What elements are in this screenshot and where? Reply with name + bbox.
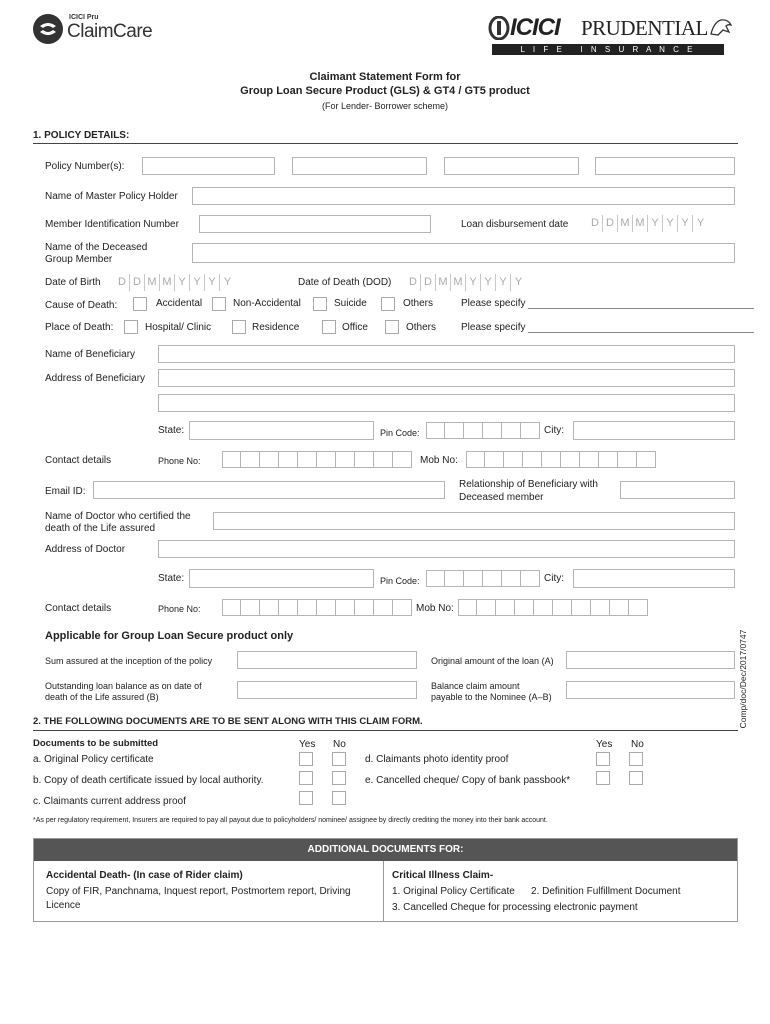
beneficiary-phone-label: Phone No: (158, 456, 201, 466)
place-residence-checkbox[interactable] (232, 320, 246, 334)
cause-specify-line[interactable] (528, 308, 754, 309)
cause-accidental-checkbox[interactable] (133, 297, 147, 311)
outstanding-field[interactable] (237, 681, 417, 699)
place-office-label: Office (342, 322, 368, 333)
doc-d-yes-checkbox[interactable] (596, 752, 610, 766)
deceased-name-field[interactable] (192, 243, 735, 263)
doc-d-label: d. Claimants photo identity proof (365, 754, 509, 765)
balance-claim-field[interactable] (566, 681, 735, 699)
master-policy-holder-label: Name of Master Policy Holder (45, 191, 178, 202)
doc-b-yes-checkbox[interactable] (299, 771, 313, 785)
additional-docs-heading: ADDITIONAL DOCUMENTS FOR: (34, 839, 737, 861)
doc-e-no-checkbox[interactable] (629, 771, 643, 785)
loan-disbursement-date-field[interactable]: D D M M Y Y Y Y (588, 215, 708, 232)
policy-number-field-2[interactable] (292, 157, 427, 175)
beneficiary-name-label: Name of Beneficiary (45, 349, 136, 360)
critical-item-2: 2. Definition Fulfillment Document (531, 886, 681, 897)
doc-a-yes-checkbox[interactable] (299, 752, 313, 766)
cause-suicide-checkbox[interactable] (313, 297, 327, 311)
dod-field[interactable]: D D M M Y Y Y Y (406, 274, 526, 291)
doc-b-no-checkbox[interactable] (332, 771, 346, 785)
policy-numbers-label: Policy Number(s): (45, 161, 125, 172)
accidental-text-1: Copy of FIR, Panchnama, Inquest report, Postmortem report, Driving (46, 886, 351, 897)
master-policy-holder-field[interactable] (192, 187, 735, 205)
doctor-name-label-1: Name of Doctor who certified the (45, 511, 191, 522)
beneficiary-pin-label: Pin Code: (380, 428, 420, 438)
original-loan-label: Original amount of the loan (A) (431, 656, 554, 666)
beneficiary-state-label: State: (158, 425, 185, 436)
doctor-pin-field[interactable] (426, 570, 540, 587)
footnote: *As per regulatory requirement, Insurers are required to pay all payout due to policyholders/ nominee/ assignee by directly crediting the money into their bank account. (33, 817, 548, 824)
beneficiary-pin-field[interactable] (426, 422, 540, 439)
member-id-label: Member Identification Number (45, 219, 179, 230)
place-office-checkbox[interactable] (322, 320, 336, 334)
place-others-label: Others (406, 322, 437, 333)
accidental-text-2: Licence (46, 900, 81, 911)
section1-divider (33, 143, 738, 144)
cause-others-checkbox[interactable] (381, 297, 395, 311)
life-insurance-bar: L I F E I N S U R A N C E (492, 44, 724, 55)
critical-item-1: 1. Original Policy Certificate (392, 886, 515, 897)
doctor-name-label-2: death of the Life assured (45, 523, 156, 534)
additional-docs-col-divider (383, 861, 384, 921)
lion-emblem-icon (708, 16, 734, 38)
relationship-field[interactable] (620, 481, 735, 499)
critical-item-3: 3. Cancelled Cheque for processing electronic payment (392, 902, 638, 913)
policy-number-field-4[interactable] (595, 157, 735, 175)
doc-a-label: a. Original Policy certificate (33, 754, 154, 765)
place-hospital-label: Hospital/ Clinic (145, 322, 212, 333)
relationship-label-1: Relationship of Beneficiary with (459, 479, 598, 490)
gls-heading: Applicable for Group Loan Secure product only (45, 630, 294, 642)
accidental-title: Accidental Death- (In case of Rider claim) (46, 870, 243, 881)
place-of-death-label: Place of Death: (45, 322, 114, 333)
place-hospital-checkbox[interactable] (124, 320, 138, 334)
doctor-phone-label: Phone No: (158, 604, 201, 614)
beneficiary-mob-label: Mob No: (420, 455, 458, 466)
doctor-contact-label: Contact details (45, 603, 112, 614)
beneficiary-city-label: City: (544, 425, 564, 436)
form-title-line1: Claimant Statement Form for (309, 71, 461, 83)
email-field[interactable] (93, 481, 445, 499)
doctor-city-field[interactable] (573, 569, 735, 588)
doc-c-yes-checkbox[interactable] (299, 791, 313, 805)
no-label-left: No (333, 739, 346, 750)
doc-a-no-checkbox[interactable] (332, 752, 346, 766)
place-specify-line[interactable] (528, 332, 754, 333)
balance-claim-label-1: Balance claim amount (431, 681, 520, 691)
claimcare-icon (33, 14, 63, 44)
doctor-phone-field[interactable] (222, 599, 412, 616)
cause-non-accidental-label: Non-Accidental (233, 298, 301, 309)
doc-d-no-checkbox[interactable] (629, 752, 643, 766)
beneficiary-name-field[interactable] (158, 345, 735, 363)
doctor-pin-label: Pin Code: (380, 576, 420, 586)
section1-heading: 1. POLICY DETAILS: (33, 130, 130, 141)
relationship-label-2: Deceased member (459, 492, 544, 503)
doctor-mob-field[interactable] (458, 599, 648, 616)
yes-label-right: Yes (596, 739, 613, 750)
beneficiary-mob-field[interactable] (466, 451, 656, 468)
doctor-city-label: City: (544, 573, 564, 584)
balance-claim-label-2: payable to the Nominee (A–B) (431, 692, 552, 702)
original-loan-field[interactable] (566, 651, 735, 669)
doc-c-label: c. Claimants current address proof (33, 796, 186, 807)
icici-word: ICICI (510, 14, 560, 41)
doctor-state-field[interactable] (189, 569, 374, 588)
cause-specify-label: Please specify (461, 298, 526, 309)
place-residence-label: Residence (252, 322, 300, 333)
dob-label: Date of Birth (45, 277, 101, 288)
doctor-address-label: Address of Doctor (45, 544, 126, 555)
doctor-name-field[interactable] (213, 512, 735, 530)
sum-assured-label: Sum assured at the inception of the policy (45, 656, 213, 666)
additional-docs-table (33, 838, 738, 922)
beneficiary-address-field-1[interactable] (158, 369, 735, 387)
outstanding-label-1: Outstanding loan balance as on date of (45, 681, 202, 691)
claimcare-logo (33, 14, 163, 46)
beneficiary-state-field[interactable] (189, 421, 374, 440)
beneficiary-phone-field[interactable] (222, 451, 412, 468)
doctor-address-field[interactable] (158, 540, 735, 558)
docs-heading: Documents to be submitted (33, 738, 159, 749)
cause-of-death-label: Cause of Death: (45, 300, 118, 311)
doctor-state-label: State: (158, 573, 185, 584)
section2-divider (33, 730, 738, 731)
yes-label-left: Yes (299, 739, 316, 750)
doc-e-label: e. Cancelled cheque/ Copy of bank passbook* (365, 775, 571, 786)
no-label-right: No (631, 739, 644, 750)
beneficiary-contact-label: Contact details (45, 455, 112, 466)
cause-others-label: Others (403, 298, 434, 309)
deceased-name-label-1: Name of the Deceased (45, 242, 148, 253)
section2-heading: 2. THE FOLLOWING DOCUMENTS ARE TO BE SENT ALONG WITH THIS CLAIM FORM. (33, 716, 423, 727)
outstanding-label-2: death of the Life assured (B) (45, 692, 159, 702)
beneficiary-address-label: Address of Beneficiary (45, 373, 146, 384)
cause-non-accidental-checkbox[interactable] (212, 297, 226, 311)
doctor-mob-label: Mob No: (416, 603, 454, 614)
critical-title: Critical Illness Claim- (392, 870, 494, 881)
form-subtitle: (For Lender- Borrower scheme) (321, 101, 449, 111)
icici-logo-mark (488, 16, 510, 40)
dob-field[interactable]: D D M M Y Y Y Y (115, 274, 235, 291)
beneficiary-city-field[interactable] (573, 421, 735, 440)
deceased-name-label-2: Group Member (45, 254, 113, 265)
cause-suicide-label: Suicide (334, 298, 367, 309)
loan-disbursement-date-label: Loan disbursement date (461, 219, 569, 230)
place-others-checkbox[interactable] (385, 320, 399, 334)
doc-b-label: b. Copy of death certificate issued by local authority. (33, 775, 264, 786)
doc-e-yes-checkbox[interactable] (596, 771, 610, 785)
claimcare-top-text: ICICI Pru (69, 14, 99, 21)
dod-label: Date of Death (DOD) (298, 277, 392, 288)
sum-assured-field[interactable] (237, 651, 417, 669)
prudential-word: PRUDENTIAL (581, 16, 708, 40)
member-id-field[interactable] (199, 215, 431, 233)
email-label: Email ID: (45, 486, 86, 497)
document-code: Comp/doc/Dec/2017/0747 (738, 629, 748, 729)
icici-prudential-logo (488, 14, 738, 58)
place-specify-label: Please specify (461, 322, 526, 333)
beneficiary-address-field-2[interactable] (158, 394, 735, 412)
policy-number-field-3[interactable] (444, 157, 579, 175)
doc-c-no-checkbox[interactable] (332, 791, 346, 805)
policy-number-field-1[interactable] (142, 157, 275, 175)
cause-accidental-label: Accidental (156, 298, 203, 309)
form-title-line2: Group Loan Secure Product (GLS) & GT4 / GT5 product (240, 85, 530, 97)
claimcare-main-text: ClaimCare (67, 21, 153, 42)
